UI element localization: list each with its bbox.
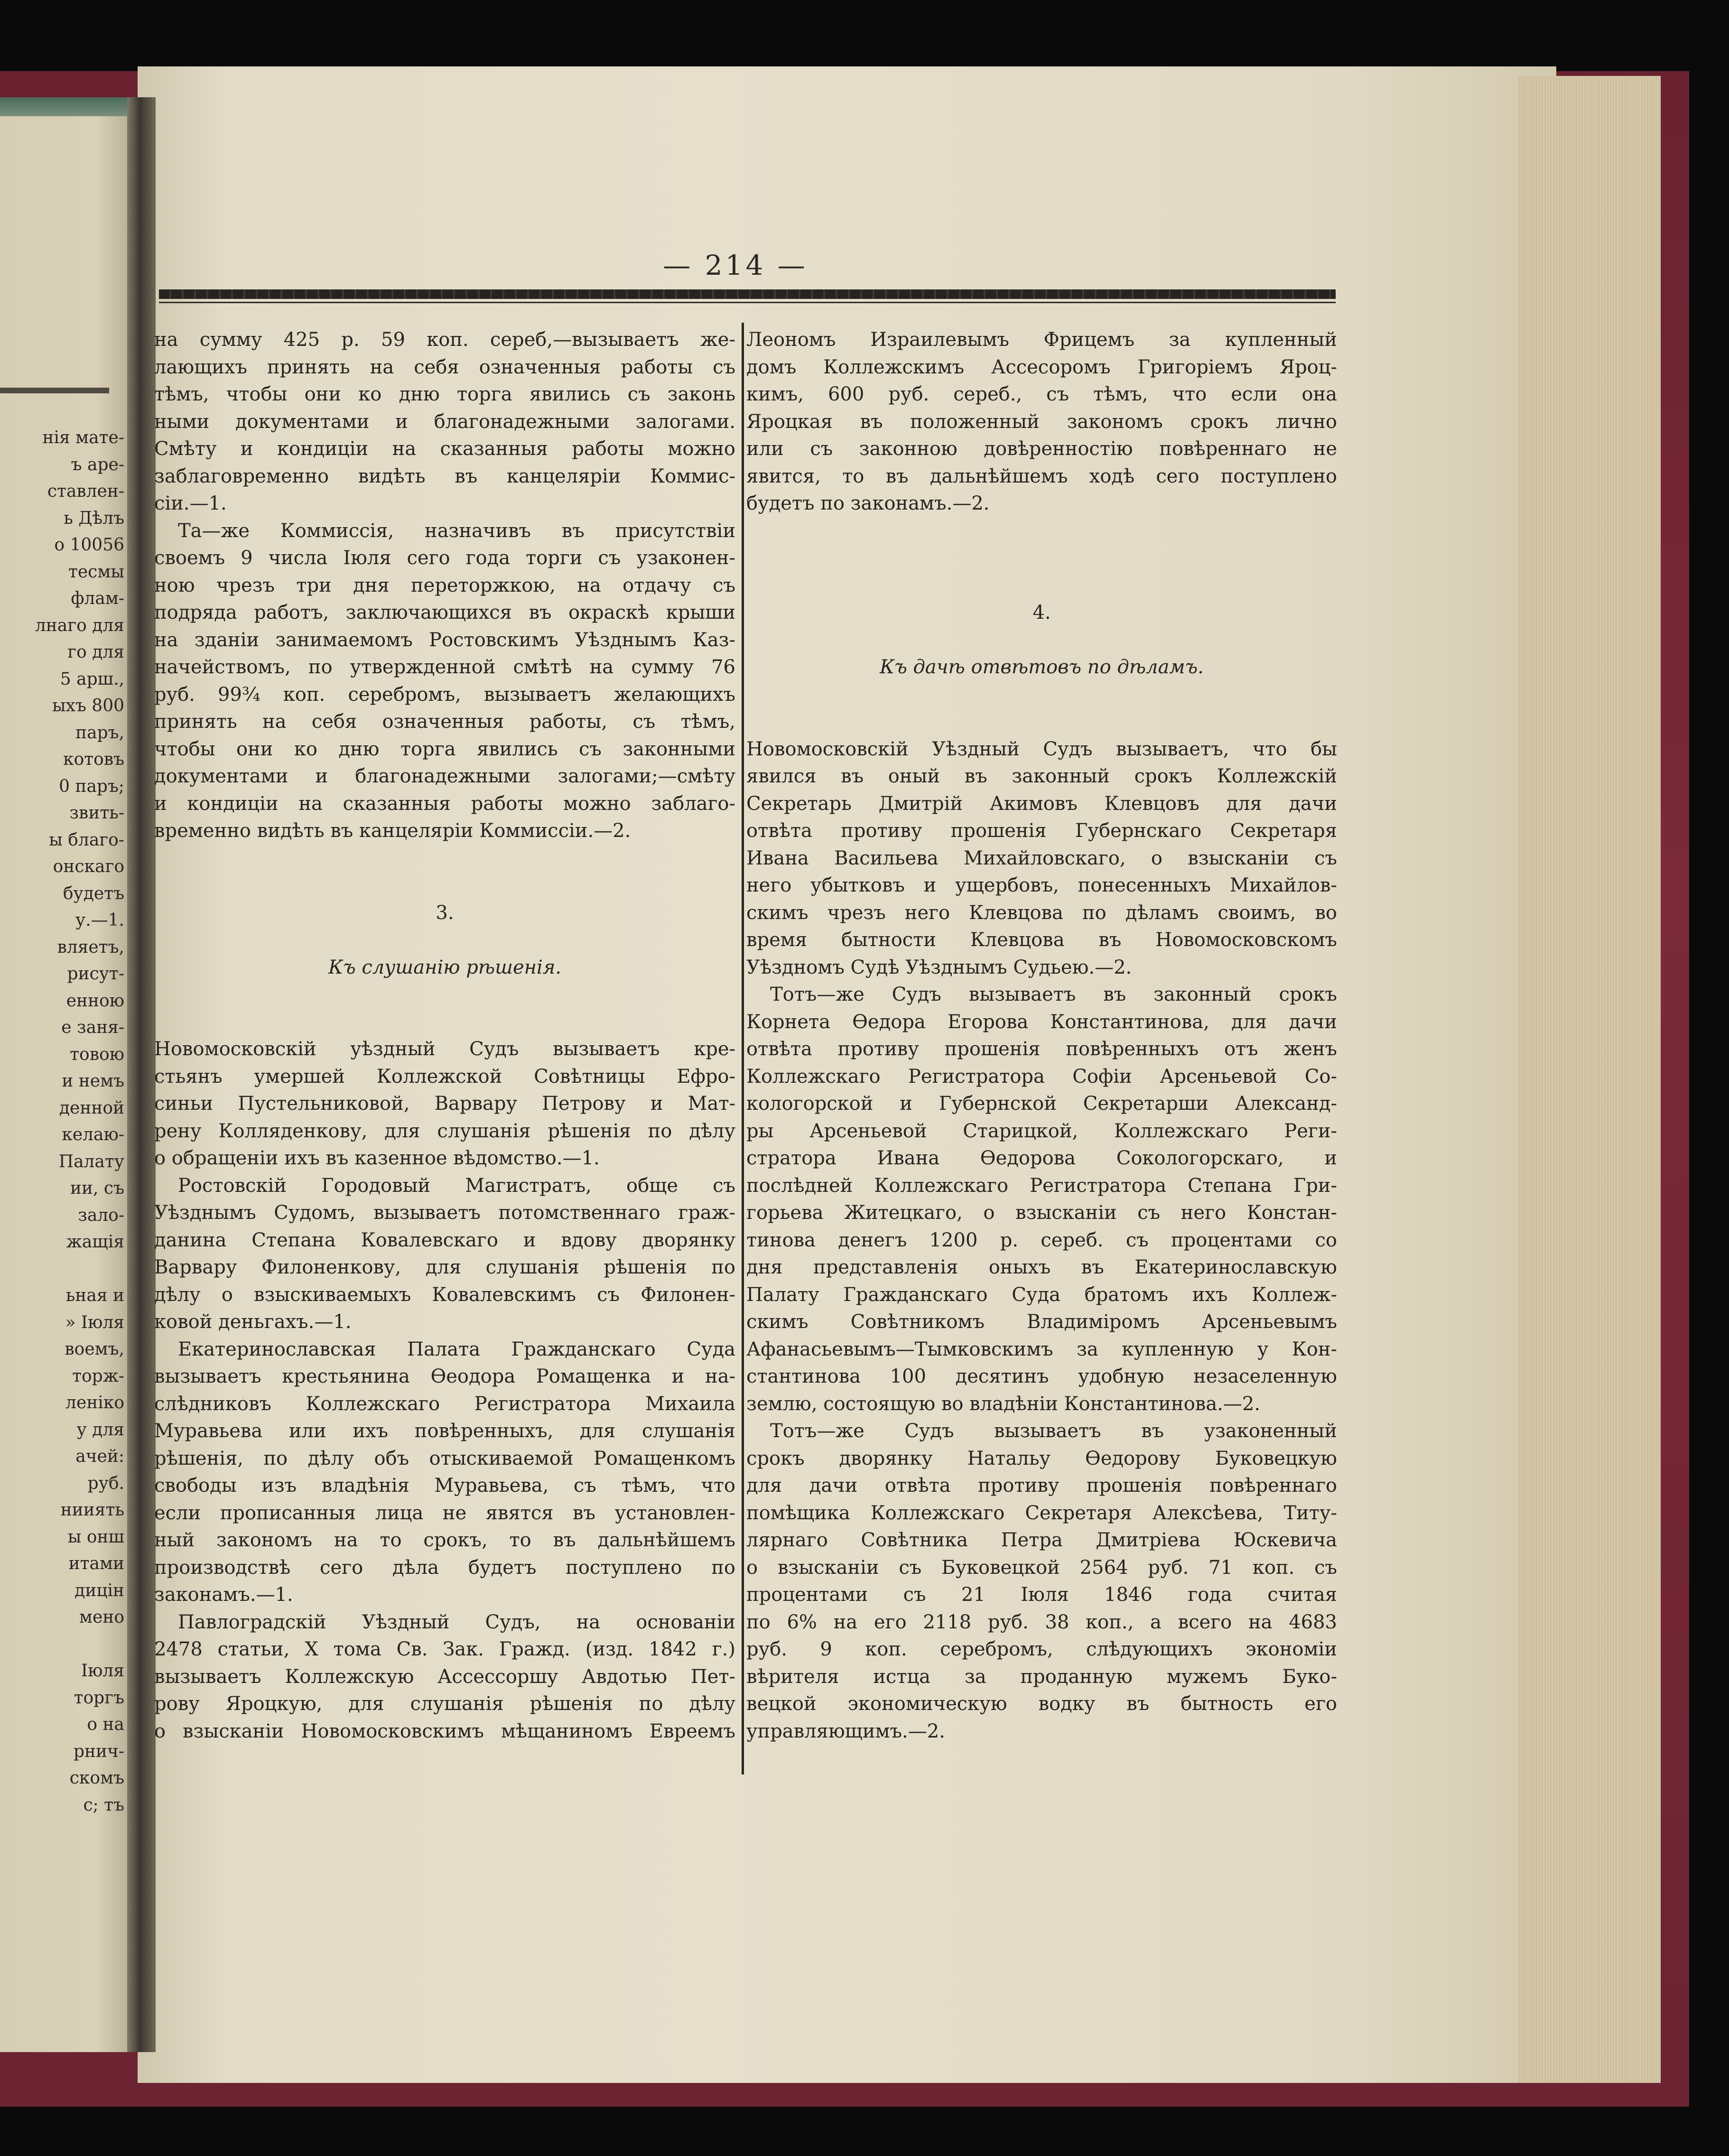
column-divider xyxy=(742,323,744,1775)
text-line: законамъ.—1. xyxy=(154,1584,293,1606)
text-line: процентами съ 21 Іюля 1846 года считая xyxy=(746,1584,1337,1606)
fragment-line: у для xyxy=(76,1420,124,1440)
section-number: 3. xyxy=(436,901,454,924)
left-page-fragment xyxy=(0,97,138,2052)
text-line: дня представленія оныхъ въ Екатеринославскую xyxy=(746,1256,1337,1278)
text-line: скимъ чрезъ него Клевцова по дѣламъ своимъ, во xyxy=(746,901,1337,924)
left-page-binding-strip xyxy=(0,97,138,116)
blank-line xyxy=(746,627,1337,654)
fragment-line: зало- xyxy=(78,1205,124,1225)
text-line: тинова денегъ 1200 р. сереб. съ процентами со xyxy=(746,1229,1337,1251)
fragment-line: ь Дѣлъ xyxy=(64,508,124,528)
section-number: 4. xyxy=(1032,602,1051,623)
text-line: управляющимъ.—2. xyxy=(746,1720,945,1742)
blank-line xyxy=(154,872,735,900)
blank-line xyxy=(746,708,1337,736)
fragment-line: леніко xyxy=(65,1393,124,1413)
fragment-line: ы благо- xyxy=(49,830,124,850)
text-line: горьева Житецкаго, о взысканіи съ него Констан- xyxy=(746,1202,1337,1224)
fragment-line: руб. xyxy=(87,1473,124,1493)
fragment-line: 0 паръ; xyxy=(59,776,124,796)
fragment-line: ыхъ 800 xyxy=(52,696,124,716)
text-line: отвѣта противу прошенія повѣренныхъ отъ женъ xyxy=(746,1038,1337,1060)
text-line: чтобы они ко дню торга явились съ законными xyxy=(154,738,735,760)
fragment-line: ставлен- xyxy=(47,482,124,501)
blank-line xyxy=(154,927,735,954)
book-gutter xyxy=(127,97,156,2052)
text-line: о взысканіи съ Буковецкой 2564 руб. 71 коп. съ xyxy=(746,1556,1337,1579)
fragment-line: товою xyxy=(70,1044,124,1064)
fragment-line: флам- xyxy=(71,589,124,608)
fragment-line: дицін xyxy=(74,1580,124,1600)
left-page-header-rule xyxy=(0,388,109,393)
text-line: Секретарь Дмитрій Акимовъ Клевцовъ для дачи xyxy=(746,792,1337,815)
text-line: вызываетъ Коллежскую Ассессоршу Авдотью Пет- xyxy=(154,1665,735,1688)
text-line: ковой деньгахъ.—1. xyxy=(154,1311,352,1333)
text-line: стратора Ивана Ѳедорова Сокологорскаго, и xyxy=(746,1147,1337,1169)
text-line: своемъ 9 числа Іюля сего года торги съ узаконен- xyxy=(154,547,735,569)
text-line: вецкой экономическую водку въ бытность его xyxy=(746,1693,1337,1715)
text-line: кимъ, 600 руб. сереб., съ тѣмъ, что если она xyxy=(746,383,1337,405)
blank-line xyxy=(154,845,735,873)
text-line: него убытковъ и ущербовъ, понесенныхъ Михайлов- xyxy=(746,874,1337,896)
fragment-line: итами xyxy=(68,1554,124,1573)
text-line: и кондиціи на сказанныя работы можно заблаго- xyxy=(154,792,735,815)
text-line: Павлоградскій Уѣздный Судъ, на основаніи xyxy=(178,1611,735,1633)
text-line: если прописанныя лица не явятся въ установлен- xyxy=(154,1502,735,1524)
text-line: Тотъ—же Судъ вызываетъ въ узаконенный xyxy=(770,1420,1337,1442)
fragment-line: у.—1. xyxy=(75,911,124,930)
text-line: Уѣзднымъ Судомъ, вызываетъ потомственнаго граж- xyxy=(154,1202,735,1224)
text-line: о взысканіи Новомосковскимъ мѣщаниномъ Евреемъ xyxy=(154,1720,735,1742)
text-line: подряда работъ, заключающихся въ окраскѣ крыши xyxy=(154,602,735,623)
blank-line xyxy=(746,572,1337,600)
text-line: Палату Гражданскаго Суда братомъ ихъ Коллеж- xyxy=(746,1283,1337,1306)
text-line: домъ Коллежскимъ Ассесоромъ Григоріемъ Яроц- xyxy=(746,356,1337,378)
fragment-line: с; тъ xyxy=(83,1795,124,1815)
text-line: временно видѣть въ канцеляріи Коммиссіи.—2. xyxy=(154,820,631,842)
text-line: вѣрителя истца за проданную мужемъ Буко- xyxy=(746,1665,1337,1688)
text-line: принять на себя означенныя работы, съ тѣмъ, xyxy=(154,711,735,733)
fragment-line: о на xyxy=(87,1715,124,1734)
blank-line xyxy=(154,1009,735,1036)
text-line: Смѣту и кондиціи на сказанныя работы можно xyxy=(154,438,735,460)
section-heading: Къ слушанію рѣшенія. xyxy=(328,956,561,978)
section-heading: Къ дачѣ отвѣтовъ по дѣламъ. xyxy=(880,656,1204,678)
blank-line xyxy=(154,981,735,1009)
fragment-line: нія мате- xyxy=(42,428,124,447)
text-line: будетъ по законамъ.—2. xyxy=(746,493,990,514)
left-text-column xyxy=(154,326,735,1745)
text-line: ный закономъ на то срокъ, то въ дальнѣйшемъ xyxy=(154,1529,735,1551)
fragment-line: жащія xyxy=(66,1232,124,1252)
text-line: начействомъ, по утвержденной смѣтѣ на сумму 76 xyxy=(154,656,735,678)
header-rule xyxy=(159,289,1336,299)
text-line: или съ законною довѣренностію повѣреннаго не xyxy=(746,438,1337,460)
text-line: стантинова 100 десятинъ удобную незаселенную xyxy=(746,1366,1337,1387)
text-line: Муравьева или ихъ повѣренныхъ, для слушанія xyxy=(154,1420,735,1442)
fragment-line: котовъ xyxy=(63,750,124,769)
text-line: Ростовскій Городовый Магистратъ, обще съ xyxy=(178,1174,735,1197)
text-line: ными документами и благонадежными залогами. xyxy=(154,410,735,433)
text-line: отвѣта противу прошенія Губернскаго Секретаря xyxy=(746,820,1337,842)
fragment-line: торгъ xyxy=(74,1688,124,1708)
text-line: кологорской и Губернской Секретарши Александ- xyxy=(746,1093,1337,1115)
text-line: свободы изъ владѣнія Муравьева, съ тѣмъ, что xyxy=(154,1475,735,1496)
text-line: документами и благонадежными залогами;—смѣту xyxy=(154,765,735,787)
fragment-line: воемъ, xyxy=(65,1339,124,1359)
fragment-line: нииять xyxy=(60,1500,124,1520)
text-line: землю, состоящую во владѣніи Константинова.—2. xyxy=(746,1393,1261,1415)
blank-line xyxy=(746,545,1337,572)
fragment-line: рисут- xyxy=(67,964,124,984)
text-line: лярнаго Совѣтника Петра Дмитріева Юскевича xyxy=(746,1529,1337,1551)
text-line: рену Колляденкову, для слушанія рѣшенія по дѣлу xyxy=(154,1120,735,1142)
text-line: ною чрезъ три дня переторжкою, на отдачу съ xyxy=(154,574,735,596)
text-line: скимъ Совѣтникомъ Владиміромъ Арсеньевымъ xyxy=(746,1311,1337,1333)
text-line: явился въ оный въ законный срокъ Коллежскій xyxy=(746,765,1337,787)
text-line: для дачи отвѣта противу прошенія повѣреннаго xyxy=(746,1475,1337,1496)
fragment-line: ы онш xyxy=(67,1527,124,1547)
text-line: стьянъ умершей Коллежской Совѣтницы Ефро- xyxy=(154,1065,735,1087)
fragment-line: звить- xyxy=(69,803,124,823)
fragment-line: Палату xyxy=(58,1152,124,1171)
fragment-line: будетъ xyxy=(63,883,124,903)
fragment-line: ии, съ xyxy=(70,1179,124,1198)
text-line: 2478 статьи, X тома Св. Зак. Гражд. (изд. 1842 г.) xyxy=(154,1638,735,1660)
text-line: Ивана Васильева Михайловскаго, о взысканіи съ xyxy=(746,847,1337,869)
blank-line xyxy=(746,518,1337,545)
fragment-line: е заня- xyxy=(61,1018,124,1037)
fragment-line: рнич- xyxy=(74,1741,124,1761)
fragment-line: го для xyxy=(67,642,124,662)
text-line: на сумму 425 р. 59 коп. сереб,—вызываетъ же- xyxy=(154,329,735,351)
fragment-line: паръ, xyxy=(75,723,124,743)
text-line: срокъ дворянку Натальу Ѳедорову Буковецкую xyxy=(746,1447,1337,1469)
fragment-line: о 10056 xyxy=(54,535,124,555)
text-line: синьи Пустельниковой, Варвару Петрову и Мат- xyxy=(154,1093,735,1115)
text-line: Коллежскаго Регистратора Софіи Арсеньевой Со- xyxy=(746,1065,1337,1087)
text-line: Та—же Коммиссія, назначивъ въ присутствіи xyxy=(178,520,735,542)
text-line: рѣшенія, по дѣлу объ отыскиваемой Ромащенкомъ xyxy=(154,1447,735,1469)
text-line: по 6% на его 2118 руб. 38 коп., а всего на 4683 xyxy=(746,1611,1337,1633)
fragment-line: ачей: xyxy=(75,1447,124,1466)
page-number: — 214 — xyxy=(663,249,808,281)
fragment-line: ьная и xyxy=(65,1286,124,1305)
fragment-line: ъ аре- xyxy=(71,455,124,474)
text-line: на зданіи занимаемомъ Ростовскимъ Уѣзднымъ Каз- xyxy=(154,629,735,651)
text-line: данина Степана Ковалевскаго и вдову дворянку xyxy=(154,1229,735,1251)
fragment-line: лнаго для xyxy=(35,615,124,635)
right-text-column xyxy=(746,326,1337,1745)
fragment-line: Іюля xyxy=(81,1661,124,1681)
left-page-text-column xyxy=(0,425,124,1819)
fragment-line: торж- xyxy=(72,1366,124,1386)
text-line: Варвару Филоненкову, для слушанія рѣшенія по xyxy=(154,1256,735,1278)
text-line: Афанасьевымъ—Тымковскимъ за купленную у Кон- xyxy=(746,1338,1337,1360)
fragment-line: вляетъ, xyxy=(57,937,124,957)
text-line: Яроцкая въ положенный закономъ срокъ лично xyxy=(746,410,1337,433)
fragment-line: » Іюля xyxy=(65,1312,124,1332)
text-line: вызываетъ крестьянина Ѳеодора Ромащенка и на- xyxy=(154,1366,735,1387)
text-line: лающихъ принять на себя означенныя работы съ xyxy=(154,356,735,378)
text-line: сіи.—1. xyxy=(154,493,227,514)
fragment-line: онскаго xyxy=(53,857,124,876)
fragment-line: и немъ xyxy=(62,1071,124,1091)
text-line: о обращеніи ихъ въ казенное вѣдомство.—1. xyxy=(154,1147,600,1169)
fragment-line: денной xyxy=(59,1098,124,1118)
text-line: руб. 9 коп. серебромъ, слѣдующихъ экономіи xyxy=(746,1638,1337,1660)
text-line: Уѣздномъ Судѣ Уѣзднымъ Судьею.—2. xyxy=(746,956,1132,978)
book-page-edges xyxy=(1518,76,1661,2083)
text-line: дѣлу о взыскиваемыхъ Ковалевскимъ съ Филонен- xyxy=(154,1283,735,1306)
header-rule-thin xyxy=(159,302,1336,303)
text-line: тѣмъ, чтобы они ко дню торга явились съ законь xyxy=(154,383,735,405)
text-line: рову Яроцкую, для слушанія рѣшенія по дѣлу xyxy=(154,1693,735,1715)
fragment-line: тесмы xyxy=(68,562,124,582)
text-line: слѣдниковъ Коллежскаго Регистратора Михаила xyxy=(154,1393,735,1415)
text-line: время бытности Клевцова въ Новомосковскомъ xyxy=(746,929,1337,951)
text-line: производствѣ сего дѣла будетъ поступлено по xyxy=(154,1556,735,1579)
blank-line xyxy=(746,681,1337,709)
fragment-line: келаю- xyxy=(62,1125,124,1144)
fragment-line: мено xyxy=(79,1608,124,1627)
fragment-line: 5 арш., xyxy=(60,669,124,689)
text-line: Новомосковскій уѣздный Судъ вызываетъ кре- xyxy=(154,1038,735,1060)
text-line: Новомосковскій Уѣздный Судъ вызываетъ, что бы xyxy=(746,738,1337,760)
text-line: Тотъ—же Судъ вызываетъ въ законный срокъ xyxy=(770,984,1337,1005)
text-line: послѣдней Коллежскаго Регистратора Степана Гри- xyxy=(746,1174,1337,1197)
text-line: Леономъ Израилевымъ Фрицемъ за купленный xyxy=(746,329,1337,351)
text-line: заблаговременно видѣть въ канцеляріи Коммис- xyxy=(154,465,735,487)
text-line: Корнета Ѳедора Егорова Константинова, для дачи xyxy=(746,1011,1337,1033)
fragment-line xyxy=(0,1256,124,1283)
fragment-line: енною xyxy=(66,991,124,1011)
text-line: помѣщика Коллежскаго Секретаря Алексѣева, Титу- xyxy=(746,1502,1337,1524)
fragment-line xyxy=(0,1631,124,1658)
text-line: явится, то въ дальнѣйшемъ ходѣ сего поступлено xyxy=(746,465,1337,487)
text-line: ры Арсеньевой Старицкой, Коллежскаго Реги- xyxy=(746,1120,1337,1142)
text-line: руб. 99¾ коп. серебромъ, вызываетъ желающихъ xyxy=(154,683,735,706)
fragment-line: скомъ xyxy=(69,1768,124,1788)
text-line: Екатеринославская Палата Гражданскаго Суда xyxy=(178,1338,735,1360)
